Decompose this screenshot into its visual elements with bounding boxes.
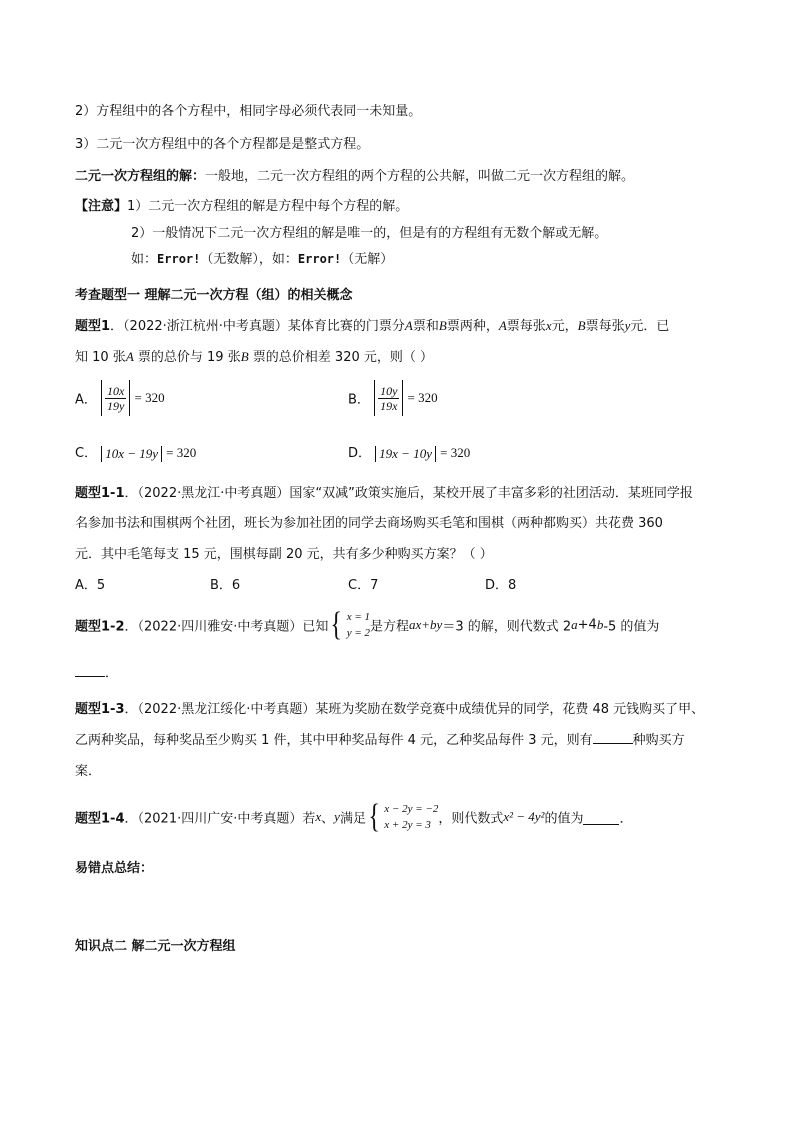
equation-system xyxy=(328,608,370,642)
question-text: 票的总价与 19 张 xyxy=(133,350,241,365)
note-text: 如： xyxy=(131,252,158,267)
text-line xyxy=(75,165,634,184)
abs-value xyxy=(374,380,403,416)
option-d[interactable]: D．8 xyxy=(485,578,517,593)
denominator: 19x xyxy=(380,398,398,413)
question-1-4 xyxy=(75,800,632,834)
math-expr: x² − 4y² xyxy=(503,809,545,824)
answer-blank[interactable] xyxy=(593,729,633,744)
question-text: ．（2022·浙江杭州·中考真题）某体育比赛的门票分 xyxy=(110,319,405,334)
math-expr: ax+by xyxy=(409,617,443,632)
question-text: 知 10 张 xyxy=(75,350,126,365)
math-var: A xyxy=(404,318,413,333)
question-text: ＝3 的解，则代数式 2 xyxy=(442,619,572,635)
option-rhs: = 320 xyxy=(407,390,438,405)
system-row: y = 2 xyxy=(346,627,370,639)
question-text: ．（2021·四川广安·中考真题）若 xyxy=(124,811,316,827)
math-var: B xyxy=(438,318,447,333)
question-text: -5 的值为 xyxy=(603,619,660,635)
numerator: 10x xyxy=(107,383,125,398)
note-line: 2）一般情况下二元一次方程组的解是唯一的，但是有的方程组有无数个解或无解。 xyxy=(131,226,608,241)
question-text: 票每张 xyxy=(585,319,625,334)
question-text: ． xyxy=(105,666,119,681)
question-label: 题型1-4 xyxy=(75,811,125,827)
question-1-3 xyxy=(75,698,704,717)
question-label: 题型1-3 xyxy=(75,702,125,717)
note-text: 1）二元一次方程组的解是方程中每个方程的解。 xyxy=(127,199,409,214)
question-text: 元．已 xyxy=(630,319,670,334)
question-text: 满足 xyxy=(339,811,366,827)
option-d[interactable] xyxy=(348,442,470,462)
math-var: A xyxy=(125,349,134,364)
question-1 xyxy=(75,315,669,334)
section-title: 考查题型一 理解二元一次方程（组）的相关概念 xyxy=(75,288,353,303)
question-text: 名参加书法和围棋两个社团，班长为参加社团的同学去商场购买毛笔和围棋（两种都购买）共花费 360 xyxy=(75,516,663,531)
math-var: a xyxy=(571,617,578,632)
question-text: +4 xyxy=(577,617,597,633)
question-text: 票和 xyxy=(412,319,439,334)
answer-line xyxy=(75,662,118,681)
note-line xyxy=(131,248,393,267)
math-var: x xyxy=(315,809,322,824)
option-rhs: = 320 xyxy=(166,445,197,460)
numerator: 10y xyxy=(380,383,398,398)
note-line xyxy=(75,195,408,214)
question-text: 元．其中毛笔每支 15 元，围棋每副 20 元，共有多少种购买方案？（ ） xyxy=(75,547,493,562)
option-a[interactable]: A．5 xyxy=(75,578,106,593)
question-text: ．（2022·黑龙江绥化·中考真题）某班为奖励在数学竞赛中成绩优异的同学，花费 48 元钱购买了甲、 xyxy=(124,702,705,717)
answer-blank[interactable] xyxy=(75,662,105,677)
question-text: 乙两种奖品，每种奖品至少购买 1 件，其中甲种奖品每件 4 元，乙种奖品每件 3 元，则有 xyxy=(75,733,593,748)
option-b[interactable] xyxy=(348,380,438,416)
option-c[interactable] xyxy=(75,442,196,462)
question-label: 题型1-1 xyxy=(75,486,125,501)
math-var: y xyxy=(334,809,340,824)
error-marker: Error! xyxy=(157,252,201,266)
answer-blank[interactable] xyxy=(583,810,619,825)
question-text: 种购买方 xyxy=(632,733,685,748)
question-label: 题型1-2 xyxy=(75,619,125,635)
question-text: 票两种， xyxy=(446,319,499,334)
question-label: 题型1 xyxy=(75,319,111,334)
abs-value xyxy=(101,380,130,416)
math-var: y xyxy=(624,318,631,333)
option-a[interactable] xyxy=(75,380,165,416)
brace-icon: { xyxy=(368,798,380,835)
note-text: （无解） xyxy=(341,252,394,267)
text-line: 3）二元一次方程组中的各个方程都是是整式方程。 xyxy=(75,137,370,152)
definition-term: 二元一次方程组的解： xyxy=(75,169,206,184)
abs-value: 19x − 10y xyxy=(375,446,436,462)
option-rhs: = 320 xyxy=(134,390,165,405)
question-1-line2 xyxy=(75,346,433,365)
summary-title: 易错点总结： xyxy=(75,861,154,876)
math-var: A xyxy=(498,318,507,333)
error-marker: Error! xyxy=(297,252,342,266)
option-label: B． xyxy=(348,392,370,408)
question-text: 案． xyxy=(75,764,102,779)
question-text: 票每张 xyxy=(506,319,546,334)
definition-text: 一般地，二元一次方程组的两个方程的公共解，叫做二元一次方程组的解。 xyxy=(205,169,635,184)
question-text: 、 xyxy=(321,811,335,827)
system-row: x = 1 xyxy=(346,611,370,623)
note-label: 【注意】 xyxy=(75,199,128,214)
option-c[interactable]: C．7 xyxy=(348,578,379,593)
fraction xyxy=(105,384,126,413)
question-text: ．（2022·四川雅安·中考真题）已知 xyxy=(124,619,329,635)
question-text: 是方程 xyxy=(370,619,410,635)
question-text: ，则代数式 xyxy=(438,811,504,827)
option-label: A． xyxy=(75,392,97,408)
system-row: x − 2y = −2 xyxy=(384,803,439,815)
section-title: 知识点二 解二元一次方程组 xyxy=(75,939,236,954)
brace-icon: { xyxy=(330,606,343,643)
abs-value: 10x − 19y xyxy=(101,446,162,462)
option-rhs: = 320 xyxy=(440,445,471,460)
option-label: C． xyxy=(75,446,98,461)
question-text: ． xyxy=(619,811,633,827)
question-text: 票的总价相差 320 元，则（ ） xyxy=(248,350,434,365)
question-text-line xyxy=(75,729,685,748)
text-line: 2）方程组中的各个方程中，相同字母必须代表同一未知量。 xyxy=(75,104,422,119)
question-text: ．（2022·黑龙江·中考真题）国家“双减”政策实施后，某校开展了丰富多彩的社团活动．某班同学报 xyxy=(124,486,693,501)
fraction xyxy=(378,384,399,413)
math-var: x xyxy=(545,318,552,333)
option-b[interactable]: B．6 xyxy=(210,578,241,593)
math-var: B xyxy=(577,318,586,333)
equation-system xyxy=(366,800,438,834)
system-row: x + 2y = 3 xyxy=(384,819,431,831)
question-text: 元， xyxy=(551,319,578,334)
option-label: D． xyxy=(348,446,372,461)
question-text: 的值为 xyxy=(544,811,584,827)
question-1-1 xyxy=(75,482,693,501)
question-1-2 xyxy=(75,608,659,642)
math-var: B xyxy=(240,349,249,364)
note-text: （无数解），如： xyxy=(200,252,298,267)
denominator: 19y xyxy=(107,398,125,413)
math-var: b xyxy=(596,617,604,632)
